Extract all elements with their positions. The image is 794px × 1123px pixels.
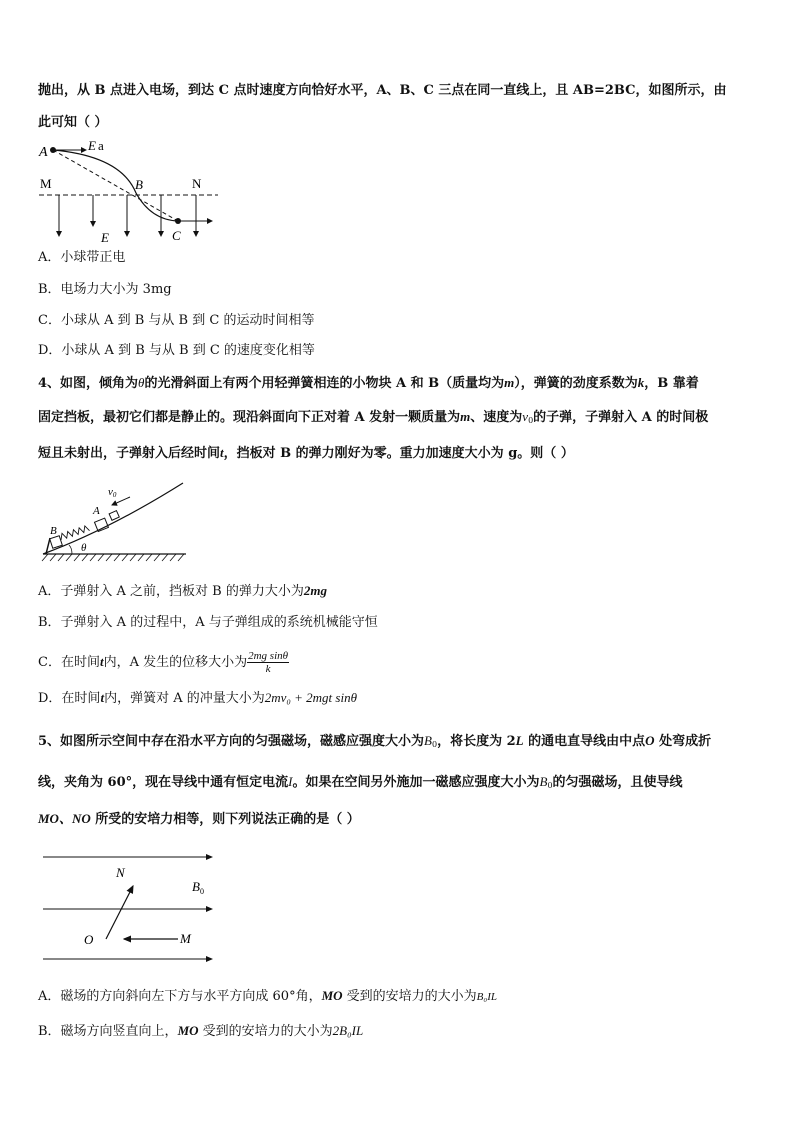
q4-option-a: A．子弹射入 A 之前，挡板对 B 的弹力大小为2mg	[38, 583, 327, 599]
q4-spring	[59, 525, 89, 540]
q3-label-B: B	[135, 177, 143, 192]
q3-text-line2: 此可知（ ）	[38, 115, 108, 130]
q5-stem-line2: 线，夹角为 60°，现在导线中通有恒定电流I。如果在空间另外施加一磁感应强度大小为$B_0$的匀强磁场，且使导线	[38, 774, 683, 790]
q4-bullet	[109, 511, 119, 521]
q4-option-c: C．在时间t内，A 发生的位移大小为 $\frac{\text{2mg sinθ}}{k}$	[38, 650, 289, 675]
q3-label-N: N	[192, 176, 202, 191]
q5-label-M: M	[180, 931, 191, 946]
q3-option-c: C．小球从 A 到 B 与从 B 到 C 的运动时间相等	[38, 313, 315, 328]
q3-label-C: C	[172, 228, 181, 243]
q4-option-d: D．在时间t内，弹簧对 A 的冲量大小为2mv₀ + 2mgt sinθ	[38, 690, 357, 706]
q5-option-a: A．磁场的方向斜向左下方与水平方向成 60°角，MO 受到的安培力的大小为B₀IL	[38, 988, 497, 1004]
q3-option-a: A．小球带正电	[38, 250, 126, 265]
q4-label-B: B	[50, 525, 57, 537]
q5-label-B0: $B_0$	[192, 879, 204, 896]
q3-figure	[36, 138, 226, 248]
q4-angle-arc	[69, 545, 72, 554]
q4-label-v0: v0	[108, 486, 117, 499]
q4-block-B	[50, 536, 63, 549]
q4-stem-line1: 4、如图，倾角为θ的光滑斜面上有两个用轻弹簧相连的小物块 A 和 B（质量均为m），弹簧的劲度系数为k，B 靠着	[38, 375, 699, 391]
q5-option-b: B．磁场方向竖直向上，MO 受到的安培力的大小为2B₀IL	[38, 1023, 364, 1039]
q3-option-b: B．电场力大小为 3mg	[38, 282, 172, 297]
q3-label-M: M	[40, 176, 52, 191]
q3-dashed-AC	[53, 150, 178, 221]
q3-label-A: A	[39, 145, 48, 160]
q4-label-A: A	[93, 505, 100, 517]
q3-text-line1: 抛出，从 B 点进入电场，到达 C 点时速度方向恰好水平，A、B、C 三点在同一直线上，且 AB=2BC，如图所示，由	[38, 83, 727, 98]
q4-block-A	[94, 518, 108, 531]
q5-stem-line3: MO、NO 所受的安培力相等，则下列说法正确的是（ ）	[38, 811, 360, 827]
q5-wire-ON	[106, 886, 133, 939]
q3-label-Ea: E a	[88, 138, 104, 153]
q4-figure	[38, 478, 188, 563]
q4-stem-line2: 固定挡板，最初它们都是静止的。现沿斜面向下正对着 A 发射一颗质量为m、速度为$v_0$的子弹，子弹射入 A 的时间极	[38, 409, 709, 425]
q3-label-E: E	[101, 230, 109, 245]
q5-label-O: O	[84, 932, 94, 947]
q4-option-c-fraction: $\frac{\text{2mg sinθ}}{k}$	[248, 650, 289, 675]
q5-figure	[40, 846, 220, 971]
q5-stem-line1: 5、如图所示空间中存在沿水平方向的匀强磁场，磁感应强度大小为$B_0$，将长度为 2L 的通电直导线由中点O 处弯成折	[38, 733, 712, 749]
q3-option-d: D．小球从 A 到 B 与从 B 到 C 的速度变化相等	[38, 343, 315, 358]
q4-option-b: B．子弹射入 A 的过程中，A 与子弹组成的系统机械能守恒	[38, 615, 378, 630]
q4-label-theta: θ	[81, 542, 87, 554]
q4-stem-line3: 短且未射出，子弹射入后经时间t，挡板对 B 的弹力刚好为零。重力加速度大小为 g。则（ ）	[38, 445, 574, 461]
q5-label-N: N	[116, 865, 125, 880]
